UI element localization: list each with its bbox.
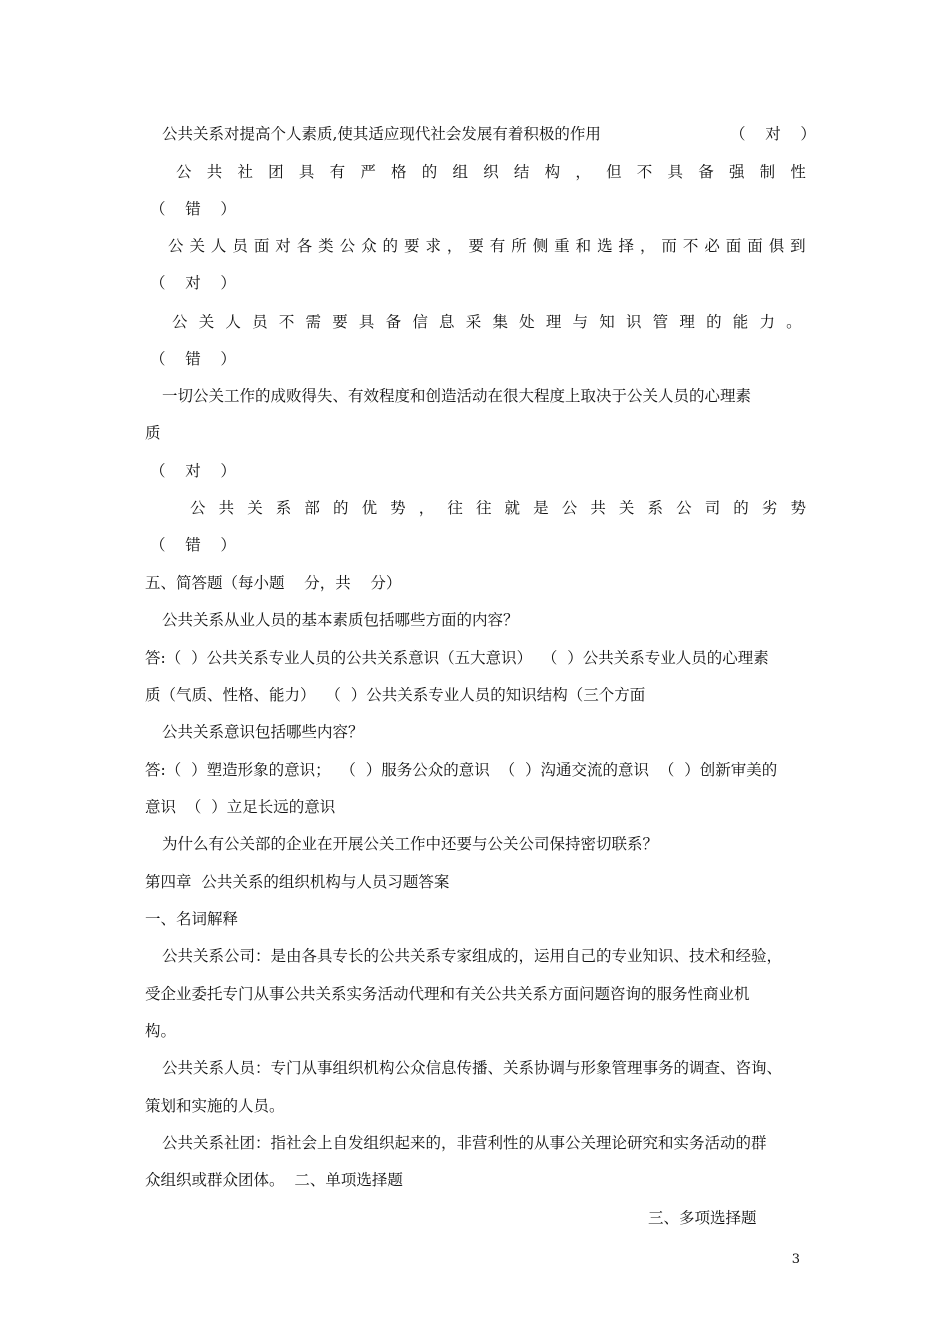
text-char: 集 — [492, 313, 508, 331]
text-char: 对 — [275, 237, 291, 255]
text-char: 所 — [511, 237, 527, 255]
text-char: 团 — [268, 163, 284, 181]
text-char: 系 — [647, 499, 664, 517]
text-char: 侧 — [532, 237, 549, 255]
text-char: 采 — [465, 313, 482, 331]
definition-2-line1: 公共关系人员：专门从事组织机构公众信息传播、关系协调与形象管理事务的调查、咨询、 — [162, 1059, 783, 1077]
text-char: 类 — [318, 237, 334, 255]
text-char: 备 — [385, 313, 402, 331]
definition-1-line2: 受企业委托专门从事公共关系实务活动代理和有关公共关系方面问题咨询的服务性商业机 — [145, 985, 750, 1003]
text-char: 公 — [339, 237, 356, 255]
tf-item-2-answer: （ 错 ） — [150, 200, 236, 218]
text-char: 共 — [218, 499, 235, 517]
tf-item-5-answer: （ 对 ） — [150, 462, 236, 480]
text-char: 不 — [278, 313, 295, 331]
text-char: 人 — [210, 237, 227, 255]
text-char: 选 — [597, 237, 613, 255]
section-1-heading: 一、名词解释 — [145, 910, 239, 928]
text-char: 的 — [332, 499, 349, 517]
text-char: 理 — [545, 313, 562, 331]
text-char: 择 — [618, 237, 635, 255]
text-char: 要 — [403, 237, 420, 255]
section-5-heading: 五、简答题（每小题 分，共 分） — [145, 574, 402, 592]
text-char: 和 — [575, 237, 592, 255]
text-char: 而 — [661, 237, 677, 255]
text-char: 众 — [361, 237, 377, 255]
text-char: 理 — [679, 313, 695, 331]
text-char: 员 — [252, 313, 268, 331]
text-char: 是 — [533, 499, 549, 517]
section-3-heading: 三、多项选择题 — [648, 1209, 757, 1227]
text-char: 但 — [606, 163, 622, 181]
text-char: 与 — [572, 313, 589, 331]
tf-item-5-text-line1: 一切公关工作的成败得失、有效程度和创造活动在很大程度上取决于公关人员的心理素 — [162, 387, 752, 405]
text-char: 信 — [412, 313, 428, 331]
text-char: 面 — [725, 237, 742, 255]
answer-2-line1: 答:（ ）塑造形象的意识； （ ）服务公众的意识 （ ）沟通交流的意识 （ ）创新审美的 — [145, 761, 778, 779]
text-char: 有 — [489, 237, 506, 255]
question-3: 为什么有公关部的企业在开展公关工作中还要与公关公司保持密切联系？ — [162, 835, 659, 853]
text-char: 的 — [421, 163, 438, 181]
text-char: 结 — [513, 163, 530, 181]
text-char: 重 — [554, 237, 570, 255]
tf-item-6-text — [190, 498, 806, 518]
answer-1-line2: 质（气质、性格、能力） （ ）公共关系专业人员的知识结构（三个方面 — [145, 686, 646, 704]
text-char: ， — [639, 237, 656, 255]
text-char: 。 — [786, 313, 802, 331]
text-char: 求 — [425, 237, 441, 255]
answer-1-line1: 答:（ ）公共关系专业人员的公共关系意识（五大意识） （ ）公共关系专业人员的心理素 — [145, 649, 769, 667]
text-char: 有 — [329, 163, 346, 181]
text-char: 优 — [361, 499, 378, 517]
text-char: 往 — [447, 499, 463, 517]
text-char: 各 — [296, 237, 313, 255]
tf-item-2-text — [176, 162, 806, 182]
tf-item-1-answer: （ 对 ） — [730, 125, 816, 143]
text-char: 公 — [176, 163, 192, 181]
tf-item-3-answer: （ 对 ） — [150, 274, 236, 292]
text-char: 构 — [544, 163, 561, 181]
text-char: 具 — [298, 163, 315, 181]
text-char: 面 — [253, 237, 270, 255]
text-char: 不 — [682, 237, 699, 255]
text-char: 俱 — [768, 237, 785, 255]
text-char: 往 — [475, 499, 492, 517]
text-char: 公 — [190, 499, 206, 517]
text-char: 织 — [483, 163, 499, 181]
text-char: 关 — [247, 499, 263, 517]
page-number: 3 — [791, 1252, 800, 1267]
tf-item-5-text-line2: 质 — [145, 424, 161, 442]
text-char: 制 — [759, 163, 776, 181]
text-char: 关 — [198, 313, 215, 331]
text-char: 司 — [704, 499, 721, 517]
text-char: 公 — [561, 499, 578, 517]
text-char: ， — [446, 237, 463, 255]
text-char: 强 — [728, 163, 745, 181]
text-char: 不 — [636, 163, 653, 181]
text-char: 知 — [599, 313, 615, 331]
text-char: 要 — [468, 237, 484, 255]
text-char: 力 — [759, 313, 775, 331]
text-char: 息 — [439, 313, 455, 331]
tf-item-4-text — [172, 312, 802, 332]
question-2: 公共关系意识包括哪些内容？ — [162, 723, 364, 741]
text-char: 势 — [790, 499, 806, 517]
text-char: 格 — [391, 163, 407, 181]
text-char: 性 — [790, 163, 806, 181]
text-char: 社 — [237, 163, 253, 181]
text-char: 组 — [452, 163, 468, 181]
text-char: 关 — [618, 499, 635, 517]
text-char: 要 — [332, 313, 348, 331]
definition-2-line2: 策划和实施的人员。 — [145, 1097, 285, 1115]
definition-3-line1: 公共关系社团：指社会上自发组织起来的，非营利性的从事公关理论研究和实务活动的群 — [162, 1134, 767, 1152]
text-char: 就 — [504, 499, 521, 517]
chapter-4-heading: 第四章 公共关系的组织机构与人员习题答案 — [145, 873, 450, 891]
definition-3-line2: 众组织或群众团体。 二、单项选择题 — [145, 1171, 403, 1189]
text-char: 具 — [358, 313, 375, 331]
text-char: ， — [418, 499, 435, 517]
text-char: 严 — [360, 163, 376, 181]
text-char: 必 — [704, 237, 720, 255]
question-1: 公共关系从业人员的基本素质包括哪些方面的内容？ — [162, 611, 519, 629]
text-char: 到 — [790, 237, 806, 255]
text-char: 系 — [275, 499, 292, 517]
text-char: 员 — [232, 237, 248, 255]
text-char: 识 — [625, 313, 642, 331]
text-char: 具 — [667, 163, 684, 181]
text-char: ， — [575, 163, 591, 181]
answer-2-line2: 意识 （ ）立足长远的意识 — [145, 798, 336, 816]
text-char: 的 — [733, 499, 749, 517]
tf-item-1-text: 公共关系对提高个人素质,使其适应现代社会发展有着积极的作用 — [162, 125, 601, 143]
text-char: 处 — [519, 313, 535, 331]
text-char: 的 — [382, 237, 399, 255]
text-char: 公 — [676, 499, 692, 517]
text-char: 共 — [590, 499, 606, 517]
tf-item-4-answer: （ 错 ） — [150, 350, 236, 368]
text-char: 面 — [747, 237, 763, 255]
text-char: 势 — [390, 499, 406, 517]
definition-1-line3: 构。 — [145, 1022, 177, 1040]
tf-item-3-text — [168, 236, 806, 256]
tf-item-6-answer: （ 错 ） — [150, 536, 236, 554]
text-char: 能 — [732, 313, 749, 331]
text-char: 的 — [706, 313, 722, 331]
text-char: 部 — [304, 499, 320, 517]
text-char: 备 — [698, 163, 714, 181]
definition-1-line1: 公共关系公司：是由各具专长的公共关系专家组成的，运用自己的专业知识、技术和经验， — [162, 947, 783, 965]
text-char: 人 — [225, 313, 241, 331]
text-char: 公 — [168, 237, 184, 255]
text-char: 公 — [172, 313, 188, 331]
text-char: 需 — [305, 313, 322, 331]
text-char: 劣 — [761, 499, 778, 517]
text-char: 共 — [206, 163, 223, 181]
text-char: 关 — [189, 237, 205, 255]
text-char: 管 — [652, 313, 669, 331]
